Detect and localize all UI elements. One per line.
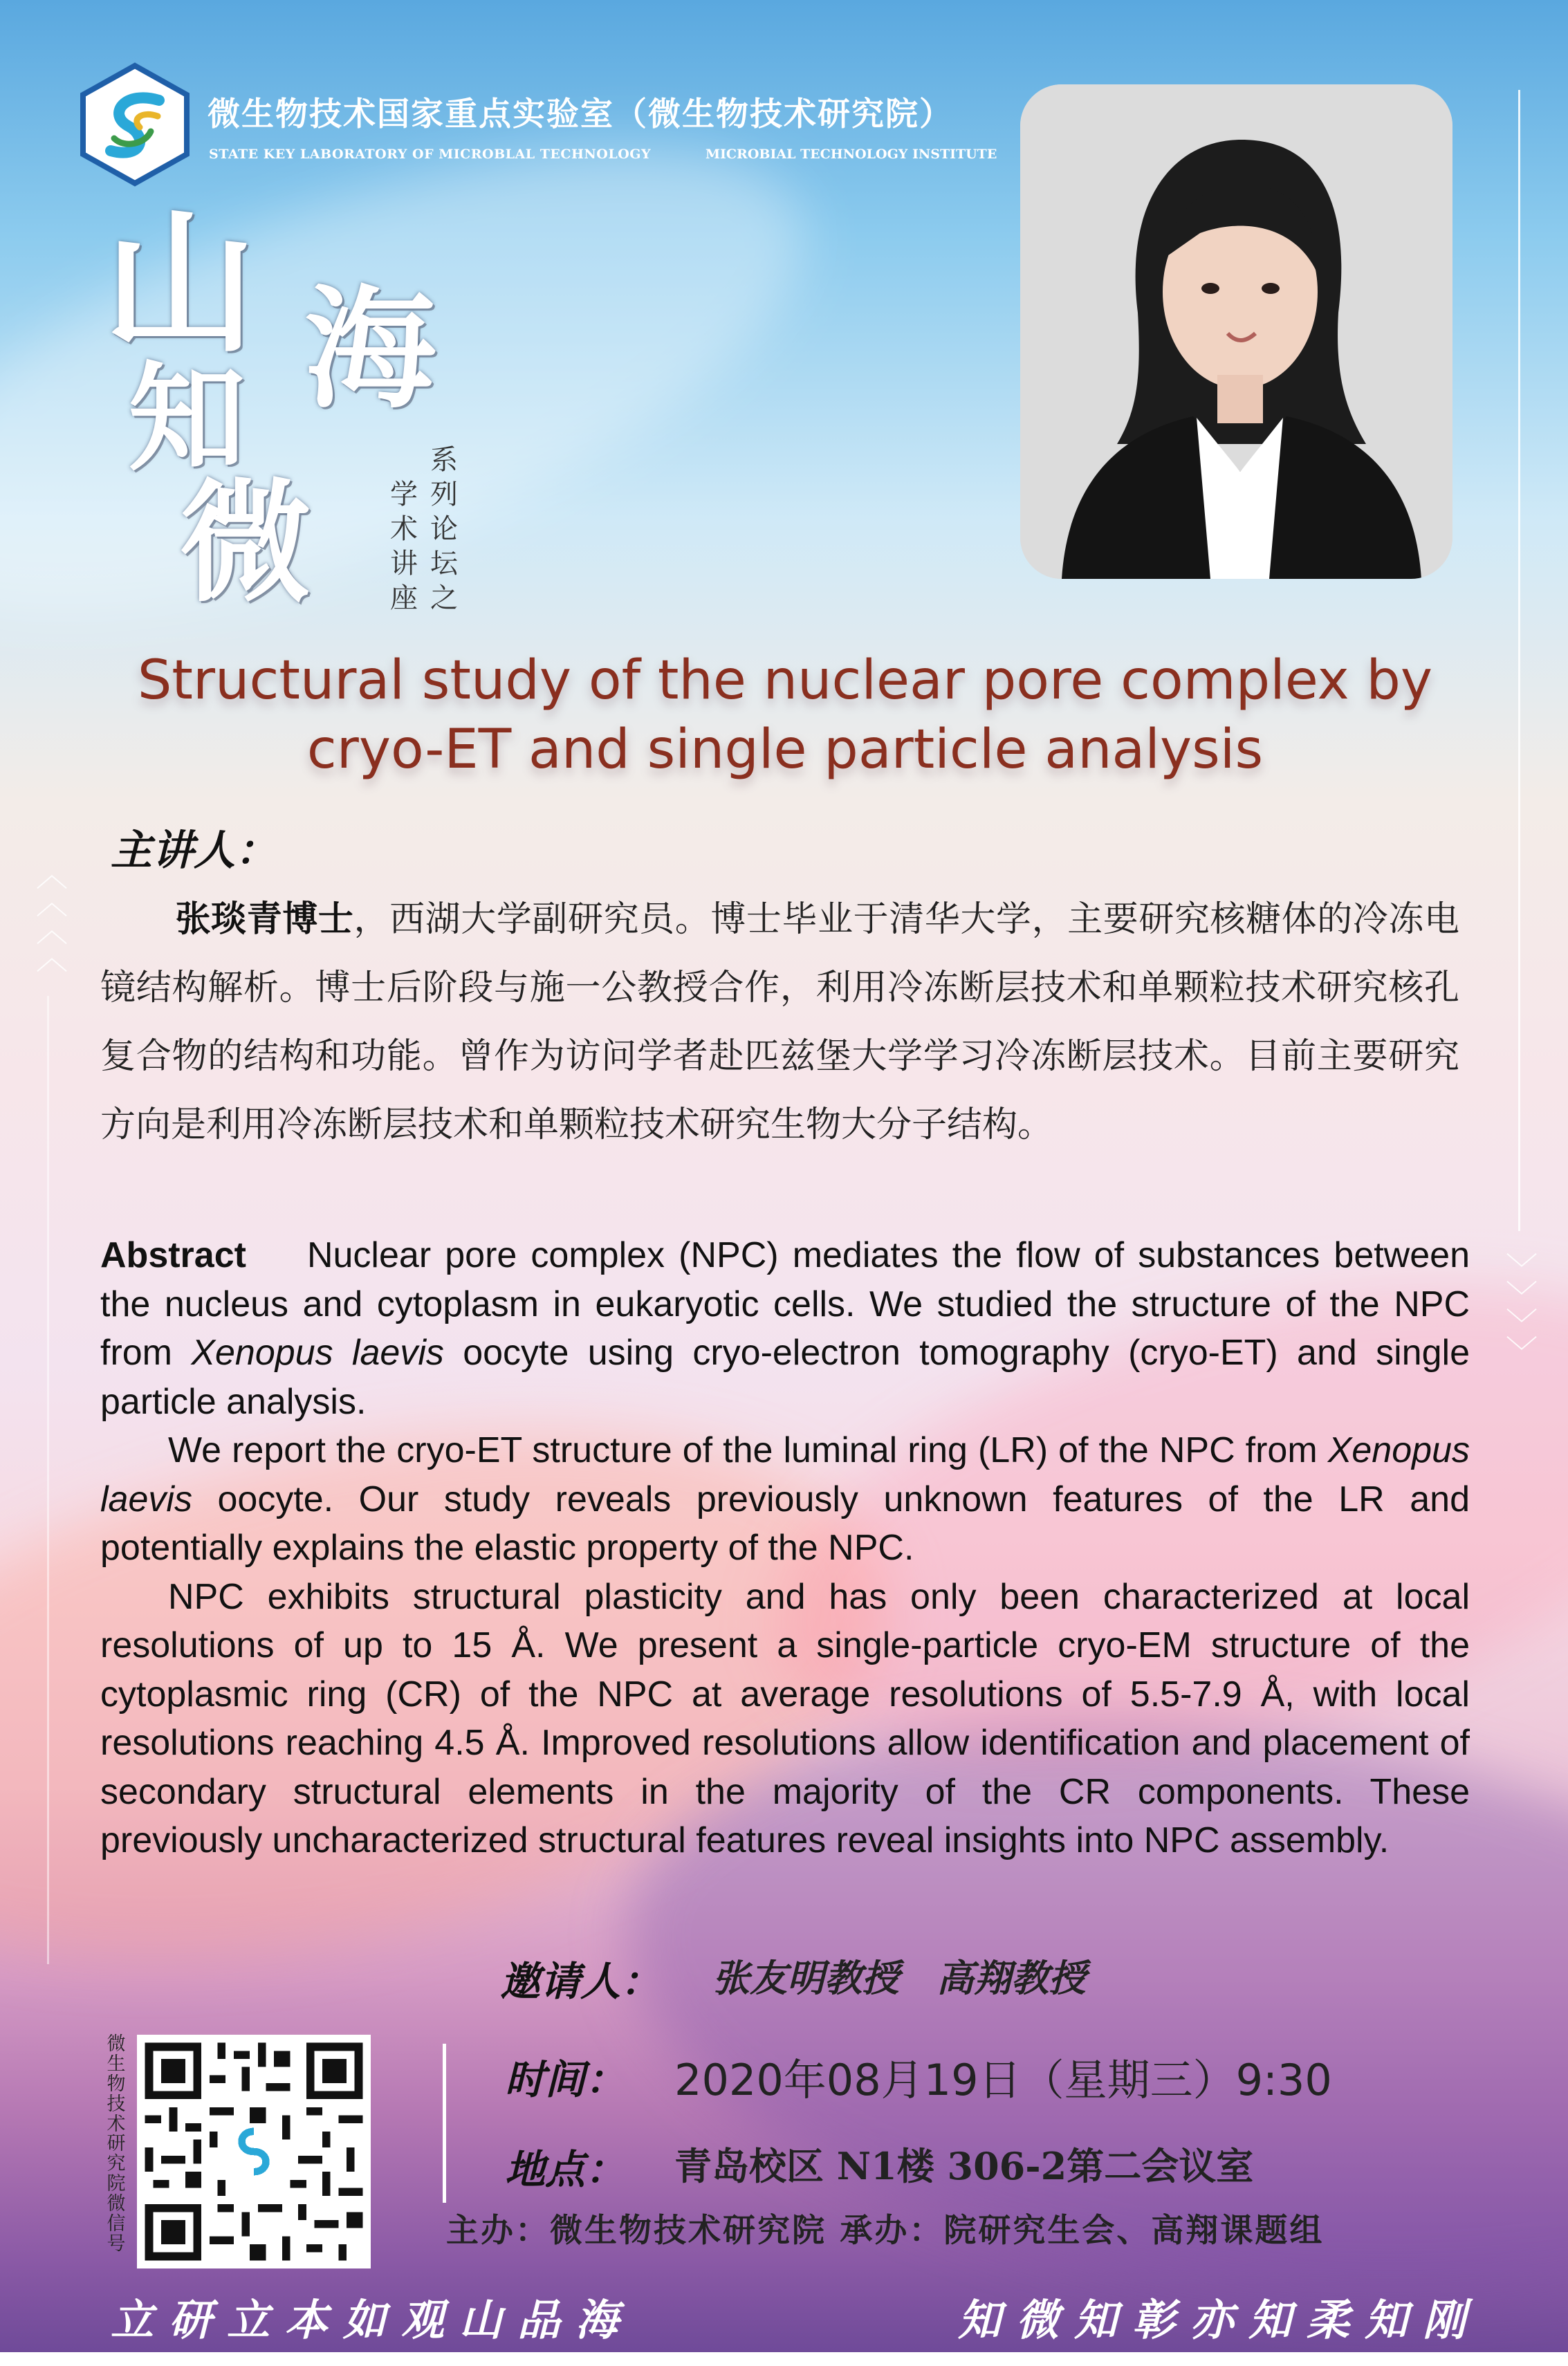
abstract-p2-a: We report the cryo-ET structure of the luminal ring (LR) of the NPC from (168, 1430, 1328, 1470)
chevron-down-icon: ﹀ ﹀ ﹀ ﹀ (1506, 1250, 1538, 1371)
series-subtitle-col2: 学 术 讲 座 (390, 479, 418, 614)
qr-label: 微生物技术研究院微信号 (107, 2033, 126, 2255)
abstract-label: Abstract (100, 1235, 246, 1275)
speaker-label: 主讲人： (111, 826, 277, 875)
lab-logo-icon (76, 62, 194, 187)
organizers: 主办：微生物技术研究院 承办：院研究生会、高翔课题组 (446, 2212, 1325, 2250)
time-label: 时间： (505, 2056, 626, 2103)
chevron-up-icon: ︿ ︿ ︿ ︿ (36, 856, 68, 977)
speaker-name: 张琰青博士 (175, 899, 354, 940)
lab-name-cn: 微生物技术国家重点实验室（微生物技术研究院） (207, 95, 953, 133)
abstract-p1-b: oocyte using cryo-electron tomography (cryo-ET) and single particle analysis. (100, 1333, 1470, 1422)
decorative-line (1518, 90, 1520, 1231)
series-char-zhi: 知 (128, 349, 246, 488)
institute-name-en: MICROBIAL TECHNOLOGY INSTITUTE (705, 147, 997, 162)
info-divider (443, 2044, 446, 2203)
series-char-hai: 海 (304, 272, 436, 426)
decorative-line (47, 996, 49, 1964)
motto-right: 知微知彰亦知柔知刚 (958, 2295, 1482, 2345)
talk-title-line2: cryo-ET and single particle analysis (306, 718, 1264, 781)
series-subtitle-col1: 系 列 论 坛 之 (430, 444, 458, 614)
inviter-label: 邀请人： (500, 1958, 661, 2005)
speaker-bio-text: ，西湖大学副研究员。博士毕业于清华大学，主要研究核糖体的冷冻电镜结构解析。博士后阶段与施一公教授合作，利用冷冻断层技术和单颗粒技术研究核孔复合物的结构和功能。曾作为访问学者赴匹兹堡大学学习冷冻断层技术。目前主要研究方向是利用冷冻断层技术和单颗粒技术研究生物大分子结构。 (100, 899, 1459, 1145)
location-label: 地点： (505, 2146, 626, 2193)
speaker-photo (1020, 84, 1452, 579)
motto-left: 立研立本如观山品海 (111, 2295, 634, 2345)
lab-name-en: STATE KEY LABORATORY OF MICROBLAL TECHNOLOGY (209, 147, 652, 162)
abstract-p2-b: oocyte. Our study reveals previously unknown features of the LR and potentially explains the elastic property of the NPC. (100, 1479, 1470, 1568)
inviter-names: 张友明教授 高翔教授 (712, 1956, 1086, 2000)
talk-title (104, 647, 1466, 785)
abstract-p1-a: Nuclear pore complex (NPC) mediates the flow of substances between the nucleus and cytoplasm in eukaryotic cells. We studied the structure of the NPC from (100, 1235, 1470, 1373)
abstract (100, 1231, 1470, 1865)
talk-title-line1: Structural study of the nuclear pore complex by (137, 649, 1433, 712)
wechat-qr-code-icon (137, 2035, 371, 2268)
abstract-p1-species: Xenopus laevis (191, 1333, 444, 1373)
abstract-p3: NPC exhibits structural plasticity and has only been characterized at local resolutions of up to 15 Å. We present a single-particle cryo-EM structure of the cytoplasmic ring (CR) of the NPC at average resolutions of 5.5-7.9 Å, with local resolutions reaching 4.5 Å. Improved resolutions allow identification and placement of secondary structural elements in the majority of the CR components. These previously uncharacterized structural features reveal insights into NPC assembly. (100, 1576, 1470, 1860)
speaker-bio (100, 885, 1459, 1159)
time-value: 2020年08月19日（星期三）9:30 (674, 2055, 1332, 2105)
location-value: 青岛校区 N1楼 306-2第二会议室 (674, 2144, 1254, 2188)
series-char-wei: 微 (180, 465, 312, 620)
series-char-shan: 山 (104, 194, 257, 373)
abstract-p2-species: Xenopus laevis (100, 1430, 1470, 1519)
